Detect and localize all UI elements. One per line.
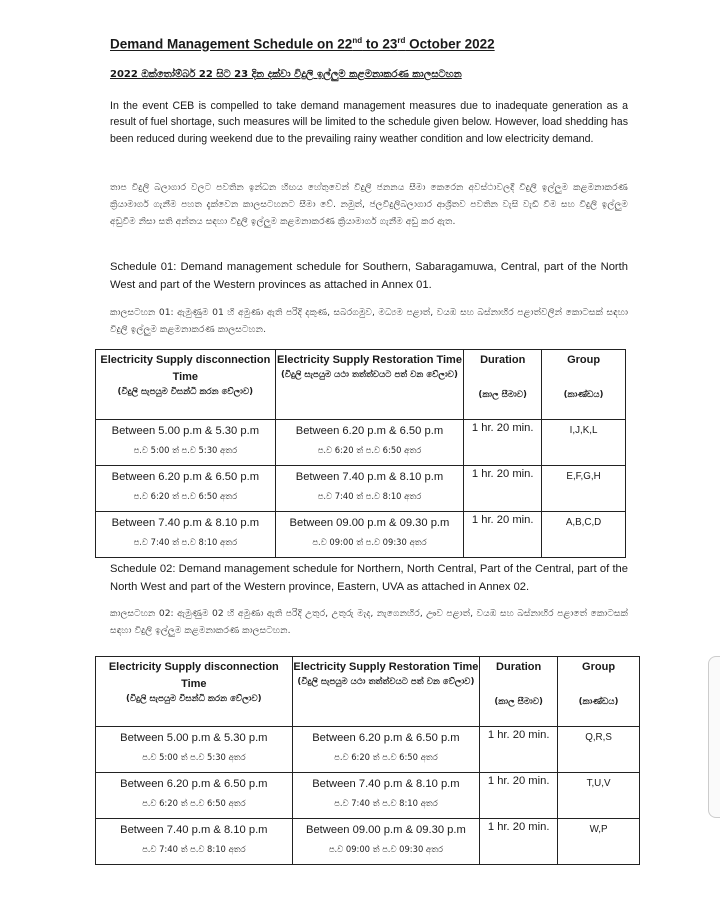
schedule2-heading: Schedule 02: Demand management schedule for Northern, North Central, Part of the Central, part of the North West and part of the Western province, Eastern, UVA as attached in Annex 02. [110,563,628,593]
restoration-cell: Between 09.00 p.m & 09.30 p.m ප.ව 09:00 ත් ප.ව 09:30 අතර [275,512,464,558]
restoration-cell: Between 09.00 p.m & 09.30 p.m ප.ව 09:00 ත් ප.ව 09:30 අතර [292,819,480,865]
table-row [96,727,640,773]
disconnection-cell: Between 7.40 p.m & 8.10 p.m ප.ව 7:40 ත් ප.ව 8:10 අතර [96,819,293,865]
group-cell: E,F,G,H [542,466,626,512]
header-restoration: Electricity Supply Restoration Time (විදුලි සැපයුම යථා තත්ත්වයට පත් වන වේලාව) [275,350,464,420]
header-duration: Duration (කාල සීමාව) [464,350,542,420]
schedule1-table [95,349,626,558]
header-disconnection: Electricity Supply disconnection Time (විදුලි සැපයුම විසන්ධි කරන වේලාව) [96,350,276,420]
duration-cell: 1 hr. 20 min. [480,727,558,773]
schedule1-heading-sinhala: කාලසටහන 01: ඇමුණුම 01 හි අමුණා ඇති පරිදි දකුණ, සබරගමුව, මධ්‍යම පළාත්, වයඹ සහ බස්නාහිර පළාත්වලින් කොටසක් සඳහා විදුලි ඉල්ලුම කළමනාකරණ කාලසටහන. [110,307,628,335]
table-row [96,512,626,558]
header-duration: Duration (කාල සීමාව) [480,657,558,727]
disconnection-cell: Between 6.20 p.m & 6.50 p.m ප.ව 6:20 ත් ප.ව 6:50 අතර [96,773,293,819]
page-title: Demand Management Schedule on 22nd to 23rd October 2022 [110,36,495,52]
duration-cell: 1 hr. 20 min. [464,466,542,512]
table-row [96,466,626,512]
group-cell: I,J,K,L [542,420,626,466]
restoration-cell: Between 6.20 p.m & 6.50 p.m ප.ව 6:20 ත් ප.ව 6:50 අතර [292,727,480,773]
table-header-row [96,350,626,420]
table-row [96,420,626,466]
table-row [96,773,640,819]
intro-sinhala: තාප විදුලි බලාගාර වලට පවතින ඉන්ධන හිඟය හේතුවෙන් විදුලි ජනනය සීමා කෙරෙන අවස්ථාවලදී විදුලි ඉල්ලුම කළමනාකරණ ක්‍රියාමාර්ග ගැනීම පහත දැක්වෙන කාලසටහනට සීමා වේ. නමුත්, ජලවිදුලිබලාගාර ආශ්‍රිතව පවතින වැසි වැඩි වීම සහ විදුලි ඉල්ලුම අඩුවීම නිසා සති අන්තය සඳහා විදුලි ඉල්ලුම කළමනාකරණ ක්‍රියාමාර්ග ගැනීම අඩු කර ඇත. [110,182,628,227]
sinhala-title: 2022 ඔක්තෝම්බර් 22 සිට 23 දින දක්වා විදුලි ඉල්ලුම කළමනාකරණ කාලසටහන [110,69,462,80]
table-header-row [96,657,640,727]
group-cell: W,P [558,819,640,865]
disconnection-cell: Between 5.00 p.m & 5.30 p.m ප.ව 5:00 ත් ප.ව 5:30 අතර [96,727,293,773]
schedule1-heading: Schedule 01: Demand management schedule for Southern, Sabaragamuwa, Central, part of the North West and part of the Western provinces as attached in Annex 01. [110,261,628,291]
scroll-handle[interactable] [708,656,720,818]
group-cell: Q,R,S [558,727,640,773]
disconnection-cell: Between 6.20 p.m & 6.50 p.m ප.ව 6:20 ත් ප.ව 6:50 අතර [96,466,276,512]
header-group: Group (කාණ්ඩය) [558,657,640,727]
group-cell: A,B,C,D [542,512,626,558]
restoration-cell: Between 7.40 p.m & 8.10 p.m ප.ව 7:40 ත් ප.ව 8:10 අතර [292,773,480,819]
header-disconnection: Electricity Supply disconnection Time (විදුලි සැපයුම විසන්ධි කරන වේලාව) [96,657,293,727]
header-group: Group (කාණ්ඩය) [542,350,626,420]
schedule2-table [95,656,640,865]
restoration-cell: Between 6.20 p.m & 6.50 p.m ප.ව 6:20 ත් ප.ව 6:50 අතර [275,420,464,466]
restoration-cell: Between 7.40 p.m & 8.10 p.m ප.ව 7:40 ත් ප.ව 8:10 අතර [275,466,464,512]
header-restoration: Electricity Supply Restoration Time (විදුලි සැපයුම යථා තත්ත්වයට පත් වන වේලාව) [292,657,480,727]
disconnection-cell: Between 7.40 p.m & 8.10 p.m ප.ව 7:40 ත් ප.ව 8:10 අතර [96,512,276,558]
intro-english: In the event CEB is compelled to take demand management measures due to inadequate generation as a result of fuel shortage, such measures will be limited to the schedule given below. However, load shedding has been reduced during weekend due to the prevailing rainy weather condition and low electricity demand. [110,100,628,145]
table-row [96,819,640,865]
schedule2-heading-sinhala: කාලසටහන 02: ඇමුණුම 02 හි අමුණා ඇති පරිදි උතුර, උතුරු මැද, නැගෙනහිර, ඌව පළාත්, වයඹ සහ බස්නාහිර පළාතේ කොටසක් සඳහා විදුලි ඉල්ලුම කළමනාකරණ කාලසටහන. [110,608,628,636]
duration-cell: 1 hr. 20 min. [480,819,558,865]
duration-cell: 1 hr. 20 min. [464,420,542,466]
duration-cell: 1 hr. 20 min. [464,512,542,558]
group-cell: T,U,V [558,773,640,819]
duration-cell: 1 hr. 20 min. [480,773,558,819]
disconnection-cell: Between 5.00 p.m & 5.30 p.m ප.ව 5:00 ත් ප.ව 5:30 අතර [96,420,276,466]
